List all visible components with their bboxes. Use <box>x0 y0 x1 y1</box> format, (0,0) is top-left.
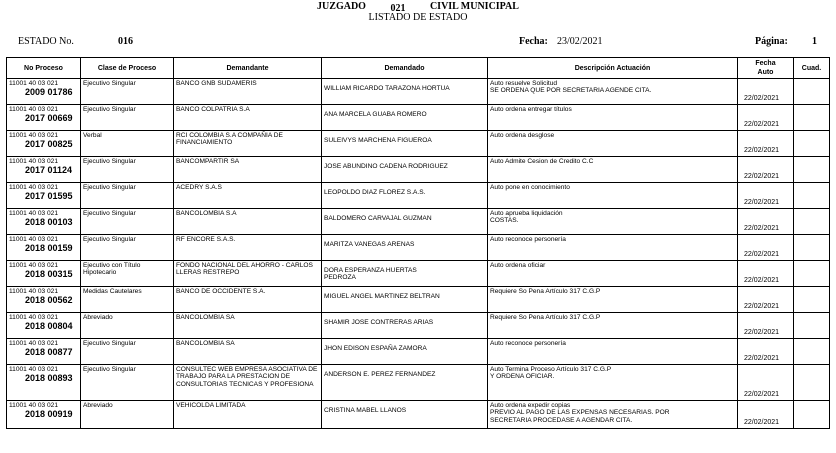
fecha-auto: 22/02/2021 <box>744 146 780 154</box>
demandado: DORA ESPERANZA HUERTAS PEDROZA <box>324 267 417 282</box>
fecha-auto: 22/02/2021 <box>744 250 780 258</box>
process-class: Ejecutivo Singular <box>83 366 136 373</box>
actuacion: Auto reconoce personería <box>490 340 566 347</box>
col-header: No Proceso <box>7 58 81 79</box>
demandante: BANCO COLPATRIA S.A <box>176 106 250 113</box>
process-prefix: 11001 40 03 021 <box>9 366 59 373</box>
process-prefix: 11001 40 03 021 <box>9 132 59 139</box>
demandado: LEOPOLDO DIAZ FLOREZ S.A.S. <box>324 189 426 196</box>
demandado: MARITZA VANEGAS ARENAS <box>324 241 415 248</box>
process-class: Ejecutivo con Título <box>83 262 141 269</box>
process-number: 2018 00562 <box>25 295 73 306</box>
actuacion: Auto aprueba liquidación COSTAS. <box>490 210 563 225</box>
process-number: 2018 00919 <box>25 409 73 420</box>
fecha-auto: 22/02/2021 <box>744 276 780 284</box>
fecha-auto: 22/02/2021 <box>744 172 780 180</box>
process-prefix: 11001 40 03 021 <box>9 184 59 191</box>
table-row <box>7 183 830 209</box>
col-header: Descripción Actuación <box>488 58 738 79</box>
process-class: Abreviado <box>83 314 113 321</box>
court-type: CIVIL MUNICIPAL <box>429 1 519 12</box>
process-number: 2018 00877 <box>25 347 73 358</box>
fecha-auto: 22/02/2021 <box>744 328 780 336</box>
estado-value: 016 <box>118 36 133 47</box>
process-prefix: 11001 40 03 021 <box>9 158 59 165</box>
col-header: Cuad. <box>794 58 830 79</box>
table-row <box>7 79 830 105</box>
process-number: 2018 00804 <box>25 321 73 332</box>
pagina-label: Página: <box>755 36 788 47</box>
process-number: 2018 00103 <box>25 217 73 228</box>
process-prefix: 11001 40 03 021 <box>9 236 59 243</box>
actuacion: Auto reconoce personería <box>490 236 566 243</box>
process-class: Ejecutivo Singular <box>83 158 136 165</box>
estado-label: ESTADO No. <box>18 36 74 47</box>
table-row <box>7 339 830 365</box>
demandante: BANCOMPARTIR SA <box>176 158 240 165</box>
fecha-auto: 22/02/2021 <box>744 224 780 232</box>
process-number: 2017 00669 <box>25 113 73 124</box>
table-row <box>7 131 830 157</box>
process-class: Medidas Cautelares <box>83 288 142 295</box>
table-row <box>7 287 830 313</box>
demandado: ANDERSON E. PEREZ FERNANDEZ <box>324 371 436 378</box>
process-class: Abreviado <box>83 402 113 409</box>
table-row <box>7 209 830 235</box>
process-number: 2017 00825 <box>25 139 73 150</box>
demandante: ACEDRY S.A.S <box>176 184 222 191</box>
process-class-2: Hipotecario <box>83 269 117 277</box>
fecha-auto: 22/02/2021 <box>744 354 780 362</box>
demandado: MIGUEL ANGEL MARTINEZ BELTRAN <box>324 293 440 300</box>
court-number: 021 <box>390 3 406 14</box>
process-number: 2018 00315 <box>25 269 73 280</box>
process-class: Ejecutivo Singular <box>83 236 136 243</box>
process-number: 2017 01595 <box>25 191 73 202</box>
court-label: JUZGADO <box>317 1 366 12</box>
actuacion: Auto ordena expedir copias PREVIO AL PAGO DE LAS EXPENSAS NECESARIAS. POR SECRETARIA PROCEDASE A AGENDAR CITA. <box>490 402 670 424</box>
demandado: CRISTINA MABEL LLANOS <box>324 407 407 414</box>
fecha-label: Fecha: <box>519 36 548 47</box>
demandado: JHON EDISON ESPAÑA ZAMORA <box>324 345 427 352</box>
actuacion: Auto Admite Cesion de Credito C.C <box>490 158 594 165</box>
demandado: SHAMIR JOSE CONTRERAS ARIAS <box>324 319 434 326</box>
process-class: Ejecutivo Singular <box>83 106 136 113</box>
actuacion: Auto ordena oficiar <box>490 262 546 269</box>
table-row <box>7 105 830 131</box>
demandante: BANCOLOMBIA SA <box>176 340 235 347</box>
actuacion: Auto ordena entregar títulos <box>490 106 572 113</box>
col-header: Clase de Proceso <box>81 58 174 79</box>
estado-table <box>6 57 830 429</box>
process-prefix: 11001 40 03 021 <box>9 314 59 321</box>
demandado: ANA MARCELA GUABA ROMERO <box>324 111 427 118</box>
demandado: JOSE ABUNDINO CADENA RODRIGUEZ <box>324 163 448 170</box>
process-prefix: 11001 40 03 021 <box>9 402 59 409</box>
demandado: WILLIAM RICARDO TARAZONA HORTUA <box>324 85 450 92</box>
fecha-auto: 22/02/2021 <box>744 120 780 128</box>
process-class: Ejecutivo Singular <box>83 340 136 347</box>
actuacion: Requiere So Pena Artículo 317 C.G.P <box>490 288 601 295</box>
process-prefix: 11001 40 03 021 <box>9 80 59 87</box>
process-prefix: 11001 40 03 021 <box>9 288 59 295</box>
demandante: RF ENCORE S.A.S. <box>176 236 236 243</box>
col-header: Demandado <box>322 58 488 79</box>
demandante: FONDO NACIONAL DEL AHORRO - CARLOS LLERAS RESTREPO <box>176 262 313 277</box>
process-number: 2018 00893 <box>25 373 73 384</box>
demandante: BANCO GNB SUDAMERIS <box>176 80 257 87</box>
fecha-auto: 22/02/2021 <box>744 94 780 102</box>
fecha-auto-header: Fecha Auto <box>755 60 776 76</box>
table-row <box>7 157 830 183</box>
demandante: BANCO DE OCCIDENTE S.A. <box>176 288 266 295</box>
fecha-auto: 22/02/2021 <box>744 390 780 398</box>
process-number: 2009 01786 <box>25 87 73 98</box>
table-row <box>7 235 830 261</box>
demandante: BANCOLOMBIA S.A <box>176 210 237 217</box>
table-row <box>7 261 830 287</box>
demandante: CONSULTEC WEB EMPRESA ASOCIATIVA DE TRABAJO PARA LA PRESTACION DE CONSULTORIAS TECNICAS Y PROFESIONA <box>176 366 318 388</box>
actuacion: Auto Termina Proceso Artículo 317 C.G.P Y ORDENA OFICIAR. <box>490 366 612 381</box>
document-subtitle: LISTADO DE ESTADO <box>368 12 468 23</box>
process-class: Ejecutivo Singular <box>83 210 136 217</box>
col-header: Demandante <box>174 58 322 79</box>
process-class: Ejecutivo Singular <box>83 184 136 191</box>
demandante: VEHICOLDA LIMITADA <box>176 402 246 409</box>
process-prefix: 11001 40 03 021 <box>9 340 59 347</box>
col-header <box>738 58 794 79</box>
table-row <box>7 365 830 401</box>
process-prefix: 11001 40 03 021 <box>9 210 59 217</box>
actuacion: Requiere So Pena Artículo 317 C.G.P <box>490 314 601 321</box>
document-header <box>0 1 836 12</box>
process-prefix: 11001 40 03 021 <box>9 262 59 269</box>
table-header-row <box>7 58 830 79</box>
fecha-auto: 22/02/2021 <box>744 302 780 310</box>
demandado: BALDOMERO CARVAJAL GUZMAN <box>324 215 432 222</box>
process-class: Ejecutivo Singular <box>83 80 136 87</box>
table-row <box>7 401 830 429</box>
pagina-value: 1 <box>812 36 817 47</box>
demandante: BANCOLOMBIA SA <box>176 314 235 321</box>
demandado: SULEIVYS MARCHENA FIGUEROA <box>324 137 432 144</box>
actuacion: Auto pone en conocimiento <box>490 184 570 191</box>
process-class: Verbal <box>83 132 102 139</box>
process-number: 2017 01124 <box>25 165 73 176</box>
process-prefix: 11001 40 03 021 <box>9 106 59 113</box>
fecha-auto: 22/02/2021 <box>744 198 780 206</box>
process-number: 2018 00159 <box>25 243 73 254</box>
fecha-auto: 22/02/2021 <box>744 418 780 426</box>
actuacion: Auto ordena desglose <box>490 132 555 139</box>
table-row <box>7 313 830 339</box>
fecha-value: 23/02/2021 <box>557 36 603 47</box>
demandante: RCI COLOMBIA S.A COMPAÑIA DE FINANCIAMIENTO <box>176 132 283 147</box>
actuacion: Auto resuelve Solicitud SE ORDENA QUE POR SECRETARIA AGENDE CITA. <box>490 80 652 95</box>
